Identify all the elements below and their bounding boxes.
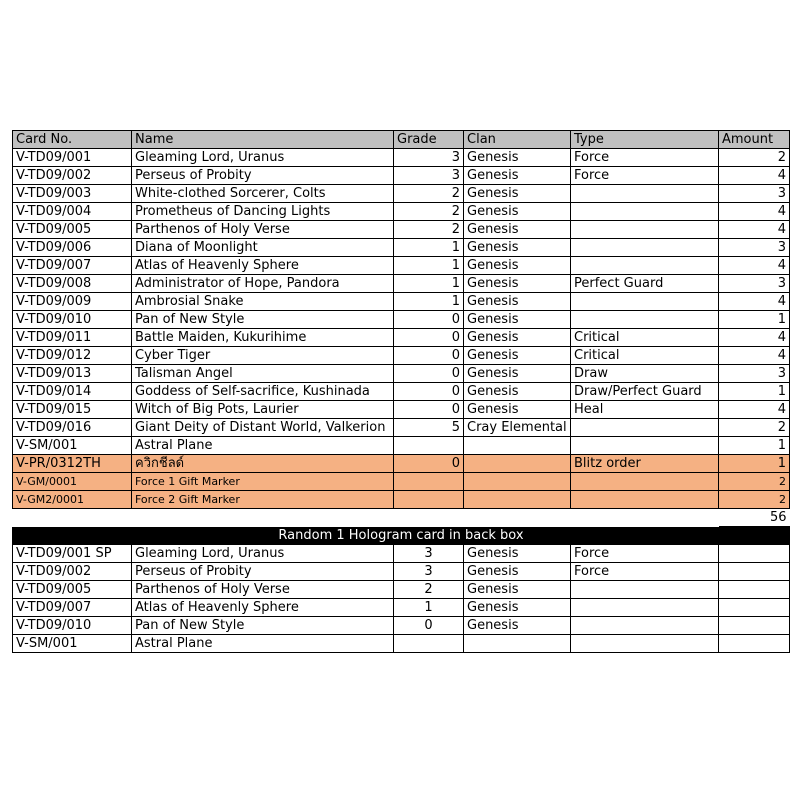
cell-amount <box>719 581 790 599</box>
cell-amount: 2 <box>719 149 790 167</box>
cell-type: Perfect Guard <box>571 275 719 293</box>
table-row <box>13 167 790 185</box>
cell-amount: 2 <box>719 491 790 509</box>
table-row <box>13 257 790 275</box>
cell-grade: 3 <box>394 563 464 581</box>
cell-grade: 0 <box>394 365 464 383</box>
hologram-row <box>13 545 790 563</box>
cell-clan: Genesis <box>464 581 571 599</box>
cell-card-no: V-TD09/010 <box>13 617 132 635</box>
empty-cell <box>571 509 719 527</box>
cell-type: Draw <box>571 365 719 383</box>
cell-clan: Genesis <box>464 545 571 563</box>
cell-type <box>571 599 719 617</box>
cell-type <box>571 257 719 275</box>
cell-amount: 1 <box>719 383 790 401</box>
cell-type <box>571 293 719 311</box>
table-row <box>13 437 790 455</box>
cell-clan <box>464 635 571 653</box>
cell-amount: 4 <box>719 257 790 275</box>
cell-card-no: V-TD09/002 <box>13 167 132 185</box>
hologram-row <box>13 581 790 599</box>
cell-type <box>571 491 719 509</box>
cell-grade: 0 <box>394 383 464 401</box>
cell-clan: Genesis <box>464 167 571 185</box>
cell-grade: 1 <box>394 275 464 293</box>
cell-type <box>571 185 719 203</box>
cell-type <box>571 617 719 635</box>
cell-amount: 3 <box>719 239 790 257</box>
cell-name: Parthenos of Holy Verse <box>132 221 394 239</box>
cell-clan: Genesis <box>464 329 571 347</box>
cell-card-no: V-TD09/004 <box>13 203 132 221</box>
cell-card-no: V-TD09/013 <box>13 365 132 383</box>
cell-type <box>571 437 719 455</box>
cell-clan: Genesis <box>464 239 571 257</box>
cell-clan: Genesis <box>464 617 571 635</box>
cell-type: Force <box>571 149 719 167</box>
cell-name: ควิกชีลด์ <box>132 455 394 473</box>
cell-grade: 1 <box>394 257 464 275</box>
header-card-no: Card No. <box>13 131 132 149</box>
cell-grade: 5 <box>394 419 464 437</box>
cell-name: Pan of New Style <box>132 617 394 635</box>
total-row <box>13 509 790 527</box>
cell-card-no: V-TD09/010 <box>13 311 132 329</box>
cell-clan: Genesis <box>464 365 571 383</box>
cell-name: Battle Maiden, Kukurihime <box>132 329 394 347</box>
cell-grade: 0 <box>394 617 464 635</box>
cell-name: White-clothed Sorcerer, Colts <box>132 185 394 203</box>
empty-cell <box>394 509 464 527</box>
cell-type: Blitz order <box>571 455 719 473</box>
cell-card-no: V-TD09/012 <box>13 347 132 365</box>
cell-clan <box>464 455 571 473</box>
cell-name: Administrator of Hope, Pandora <box>132 275 394 293</box>
cell-name: Giant Deity of Distant World, Valkerion <box>132 419 394 437</box>
table-row <box>13 203 790 221</box>
cell-clan <box>464 473 571 491</box>
table-row <box>13 383 790 401</box>
cell-clan: Genesis <box>464 347 571 365</box>
cell-name: Astral Plane <box>132 635 394 653</box>
cell-grade: 0 <box>394 455 464 473</box>
table-row <box>13 275 790 293</box>
cell-amount <box>719 563 790 581</box>
cell-clan: Genesis <box>464 563 571 581</box>
hologram-row <box>13 635 790 653</box>
cell-type <box>571 311 719 329</box>
table-row <box>13 293 790 311</box>
cell-grade: 2 <box>394 581 464 599</box>
cell-amount <box>719 635 790 653</box>
cell-card-no: V-TD09/007 <box>13 599 132 617</box>
cell-clan: Genesis <box>464 311 571 329</box>
cell-card-no: V-GM/0001 <box>13 473 132 491</box>
cell-card-no: V-TD09/001 SP <box>13 545 132 563</box>
cell-amount: 4 <box>719 401 790 419</box>
cell-card-no: V-TD09/005 <box>13 581 132 599</box>
cell-amount: 4 <box>719 203 790 221</box>
cell-grade <box>394 473 464 491</box>
cell-card-no: V-TD09/001 <box>13 149 132 167</box>
highlight-row <box>13 491 790 509</box>
table-row <box>13 329 790 347</box>
cell-type <box>571 203 719 221</box>
cell-amount <box>719 599 790 617</box>
cell-amount: 3 <box>719 185 790 203</box>
cell-name: Gleaming Lord, Uranus <box>132 545 394 563</box>
hologram-row <box>13 599 790 617</box>
cell-card-no: V-SM/001 <box>13 635 132 653</box>
cell-card-no: V-PR/0312TH <box>13 455 132 473</box>
header-name: Name <box>132 131 394 149</box>
cell-grade: 3 <box>394 167 464 185</box>
cell-grade <box>394 635 464 653</box>
cell-type <box>571 473 719 491</box>
cell-grade: 1 <box>394 293 464 311</box>
cell-type: Draw/Perfect Guard <box>571 383 719 401</box>
cell-type: Force <box>571 545 719 563</box>
cell-clan: Genesis <box>464 257 571 275</box>
cell-clan: Genesis <box>464 293 571 311</box>
cell-amount: 4 <box>719 167 790 185</box>
cell-clan <box>464 437 571 455</box>
cell-type: Force <box>571 167 719 185</box>
cell-grade <box>394 491 464 509</box>
cell-amount: 3 <box>719 275 790 293</box>
table-row <box>13 419 790 437</box>
table-row <box>13 239 790 257</box>
hologram-banner: Random 1 Hologram card in back box <box>13 527 790 545</box>
cell-type <box>571 419 719 437</box>
cell-name: Diana of Moonlight <box>132 239 394 257</box>
cell-clan <box>464 491 571 509</box>
cell-grade: 0 <box>394 347 464 365</box>
cell-grade <box>394 437 464 455</box>
cell-name: Gleaming Lord, Uranus <box>132 149 394 167</box>
cell-name: Ambrosial Snake <box>132 293 394 311</box>
table-row <box>13 221 790 239</box>
cell-name: Parthenos of Holy Verse <box>132 581 394 599</box>
cell-clan: Genesis <box>464 203 571 221</box>
cell-amount: 2 <box>719 419 790 437</box>
cell-grade: 2 <box>394 221 464 239</box>
cell-grade: 0 <box>394 311 464 329</box>
cell-name: Force 1 Gift Marker <box>132 473 394 491</box>
header-grade: Grade <box>394 131 464 149</box>
header-type: Type <box>571 131 719 149</box>
cell-type <box>571 239 719 257</box>
cell-amount <box>719 617 790 635</box>
highlight-row <box>13 473 790 491</box>
cell-card-no: V-TD09/014 <box>13 383 132 401</box>
cell-grade: 2 <box>394 185 464 203</box>
cell-type <box>571 635 719 653</box>
cell-card-no: V-TD09/016 <box>13 419 132 437</box>
hologram-row <box>13 563 790 581</box>
cell-card-no: V-TD09/006 <box>13 239 132 257</box>
table-row <box>13 365 790 383</box>
hologram-row <box>13 617 790 635</box>
table-row <box>13 347 790 365</box>
cell-amount: 1 <box>719 311 790 329</box>
cell-name: Talisman Angel <box>132 365 394 383</box>
cell-amount: 4 <box>719 293 790 311</box>
cell-grade: 0 <box>394 329 464 347</box>
cell-card-no: V-TD09/002 <box>13 563 132 581</box>
cell-card-no: V-TD09/008 <box>13 275 132 293</box>
cell-grade: 1 <box>394 599 464 617</box>
cell-grade: 3 <box>394 545 464 563</box>
table-row <box>13 185 790 203</box>
cell-amount: 2 <box>719 473 790 491</box>
cell-name: Astral Plane <box>132 437 394 455</box>
cell-name: Perseus of Probity <box>132 167 394 185</box>
highlight-row <box>13 455 790 473</box>
cell-grade: 0 <box>394 401 464 419</box>
cell-card-no: V-TD09/005 <box>13 221 132 239</box>
cell-card-no: V-TD09/003 <box>13 185 132 203</box>
cell-card-no: V-TD09/009 <box>13 293 132 311</box>
cell-name: Atlas of Heavenly Sphere <box>132 599 394 617</box>
empty-cell <box>464 509 571 527</box>
cell-card-no: V-TD09/007 <box>13 257 132 275</box>
cell-card-no: V-SM/001 <box>13 437 132 455</box>
cell-name: Prometheus of Dancing Lights <box>132 203 394 221</box>
cell-name: Witch of Big Pots, Laurier <box>132 401 394 419</box>
cell-clan: Cray Elemental <box>464 419 571 437</box>
cell-name: Perseus of Probity <box>132 563 394 581</box>
cell-type: Heal <box>571 401 719 419</box>
card-list-table <box>12 130 790 653</box>
cell-clan: Genesis <box>464 149 571 167</box>
cell-type <box>571 221 719 239</box>
cell-amount: 1 <box>719 437 790 455</box>
cell-amount <box>719 545 790 563</box>
cell-type <box>571 581 719 599</box>
cell-name: Cyber Tiger <box>132 347 394 365</box>
empty-cell <box>132 509 394 527</box>
cell-type: Force <box>571 563 719 581</box>
cell-clan: Genesis <box>464 383 571 401</box>
cell-clan: Genesis <box>464 401 571 419</box>
table-row <box>13 401 790 419</box>
cell-clan: Genesis <box>464 221 571 239</box>
table-row <box>13 149 790 167</box>
cell-card-no: V-GM2/0001 <box>13 491 132 509</box>
cell-amount: 1 <box>719 455 790 473</box>
cell-grade: 1 <box>394 239 464 257</box>
header-amount: Amount <box>719 131 790 149</box>
cell-amount: 3 <box>719 365 790 383</box>
cell-clan: Genesis <box>464 275 571 293</box>
cell-name: Force 2 Gift Marker <box>132 491 394 509</box>
header-clan: Clan <box>464 131 571 149</box>
cell-name: Atlas of Heavenly Sphere <box>132 257 394 275</box>
cell-name: Goddess of Self-sacrifice, Kushinada <box>132 383 394 401</box>
total-amount: 56 <box>769 510 787 525</box>
cell-grade: 2 <box>394 203 464 221</box>
cell-amount: 4 <box>719 347 790 365</box>
cell-amount: 4 <box>719 221 790 239</box>
empty-cell <box>13 509 132 527</box>
cell-amount: 4 <box>719 329 790 347</box>
cell-type: Critical <box>571 329 719 347</box>
cell-card-no: V-TD09/015 <box>13 401 132 419</box>
table-row <box>13 311 790 329</box>
header-row <box>13 131 790 149</box>
cell-card-no: V-TD09/011 <box>13 329 132 347</box>
cell-clan: Genesis <box>464 599 571 617</box>
cell-grade: 3 <box>394 149 464 167</box>
cell-type: Critical <box>571 347 719 365</box>
cell-name: Pan of New Style <box>132 311 394 329</box>
hologram-banner-row <box>13 527 790 545</box>
cell-clan: Genesis <box>464 185 571 203</box>
